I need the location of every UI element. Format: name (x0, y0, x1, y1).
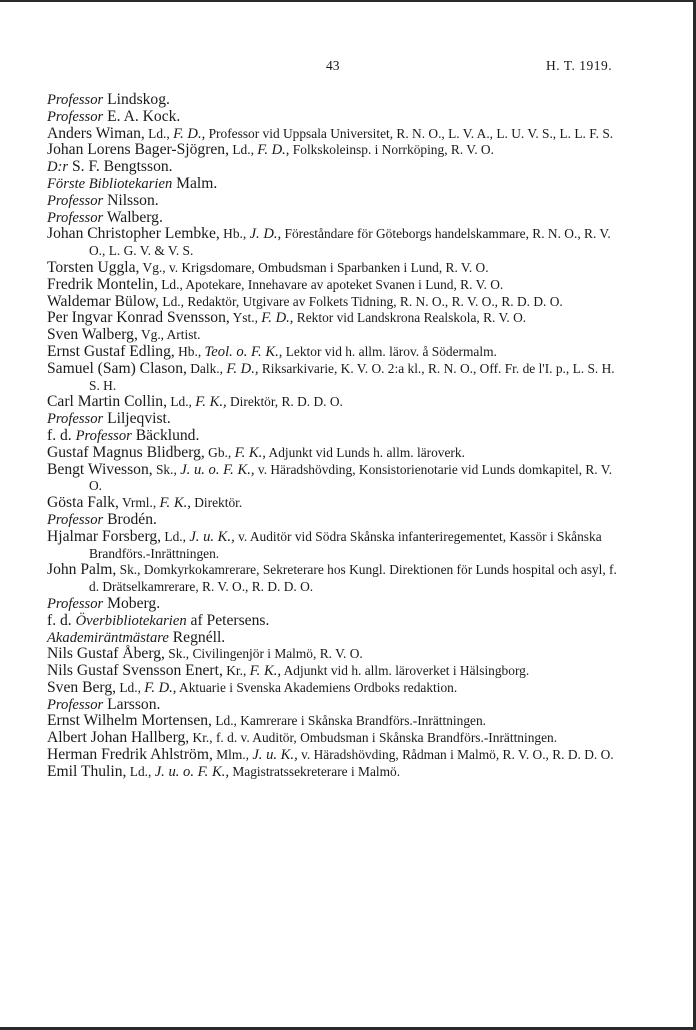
entry-name: Regnéll. (168, 628, 226, 646)
entry-name: f. d. (47, 611, 76, 629)
entry-detail: Sk., (152, 461, 181, 477)
entry-detail: Folkskoleinsp. i Norrköping, R. V. O. (289, 142, 494, 158)
list-item (47, 747, 627, 764)
entry-detail: Aktuarie i Svenska Akademiens Ordboks redaktion. (176, 679, 458, 695)
entry-italic-text: F. D., (257, 142, 290, 159)
entry-italic-text: Akademiräntmästare (47, 629, 169, 646)
entry-detail: Mlm., (212, 747, 253, 763)
entry-detail: Direktör. (190, 495, 243, 511)
entry-italic-text: J. u. o. F. K., (154, 763, 230, 780)
entry-name: Johan Christopher Lembke, (47, 225, 220, 243)
entry-detail: Ld., (229, 142, 258, 158)
entry-detail: Föreståndare för Göteborgs handelskammare, R. N. O., R. V. O., L. G. V. & V. S. (89, 226, 611, 259)
entry-italic-text: Professor (47, 411, 104, 428)
entry-detail: Sk., Civilingenjör i Malmö, R. V. O. (164, 646, 363, 662)
entry-italic-text: D:r (47, 159, 69, 176)
entry-detail: Ld., Redaktör, Utgivare av Folkets Tidning, R. N. O., R. V. O., R. D. D. O. (159, 293, 563, 309)
list-item (47, 226, 627, 260)
entry-detail: Hb., (219, 226, 250, 242)
entry-name: Ernst Wilhelm Mortensen, (47, 712, 212, 730)
list-item (47, 310, 627, 327)
entry-name: Nils Gustaf Åberg, (47, 645, 165, 663)
entry-italic-text: J. u. o. F. K., (180, 461, 255, 478)
page-edge-top (0, 0, 696, 2)
entry-name: Carl Martin Collin, (47, 393, 167, 411)
list-item (47, 495, 627, 512)
entry-name: Nils Gustaf Svensson Enert, (47, 662, 223, 680)
entry-detail: Ld., (144, 125, 174, 141)
entry-detail: Rektor vid Landskrona Realskola, R. V. O. (293, 310, 527, 326)
entry-name: Gustaf Magnus Blidberg, (47, 443, 205, 461)
entry-name: Gösta Falk, (47, 494, 119, 512)
entry-name: Walberg. (103, 208, 163, 226)
entry-detail: Adjunkt vid h. allm. läroverket i Hälsingborg. (281, 663, 530, 679)
entry-name: Emil Thulin, (47, 762, 127, 780)
entry-detail: Dalk., (186, 360, 227, 376)
entry-detail: Kr., (222, 663, 250, 679)
entry-detail: Ld., (166, 394, 196, 410)
entry-name: Bäcklund. (131, 426, 200, 444)
entry-detail: Ld., (161, 528, 190, 544)
list-item (47, 428, 627, 445)
entry-name: Lindskog. (103, 91, 170, 108)
entry-italic-text: J. u. K., (189, 528, 235, 545)
entry-name: Brodén. (103, 510, 157, 528)
entry-italic-text: Förste Bibliotekarien (47, 175, 173, 192)
list-item (47, 713, 627, 730)
entry-name: Waldemar Bülow, (47, 292, 160, 310)
list-item (47, 210, 627, 227)
entry-name: Per Ingvar Konrad Svensson, (47, 309, 230, 327)
entry-name: Fredrik Montelin, (47, 275, 158, 293)
entry-italic-text: Professor (47, 209, 104, 226)
entry-detail: Sk., Domkyrkokamrerare, Sekreterare hos Kungl. Direktionen för Lunds hospital och asyl, f. d. Drätselkamrerare, R. V. O., R. D. D. O. (89, 562, 617, 595)
entry-detail: Ld., (116, 679, 145, 695)
entry-detail: Adjunkt vid Lunds h. allm. läroverk. (265, 444, 465, 460)
entry-italic-text: F. K., (195, 394, 227, 411)
entry-name: Johan Lorens Bager-Sjögren, (47, 141, 230, 159)
entry-name: Samuel (Sam) Clason, (47, 359, 187, 377)
entry-detail: Gb., (204, 444, 235, 460)
entry-detail: Vg., Artist. (137, 327, 201, 343)
entry-name: S. F. Bengtsson. (68, 158, 173, 176)
page-number: 43 (326, 58, 340, 73)
list-item (47, 260, 627, 277)
entry-name: f. d. (47, 426, 76, 444)
entry-italic-text: J. D., (249, 226, 282, 243)
entry-detail: Kr., f. d. v. Auditör, Ombudsman i Skånska Brandförs.-Inrättningen. (189, 730, 558, 746)
entry-italic-text: F. D., (261, 310, 294, 327)
list-item (47, 596, 627, 613)
entry-detail: Professor vid Uppsala Universitet, R. N. O., L. V. A., L. U. V. S., L. L. F. S. (205, 125, 614, 141)
list-item (47, 361, 627, 395)
entry-detail: Ld., Apotekare, Innehavare av apoteket Svanen i Lund, R. V. O. (157, 276, 504, 292)
entry-italic-text: Teol. o. F. K., (204, 343, 283, 360)
entry-italic-text: J. u. K., (252, 747, 298, 764)
entry-name: Herman Fredrik Ahlström, (47, 746, 213, 764)
list-item (47, 562, 627, 596)
list-item (47, 411, 627, 428)
list-item (47, 646, 627, 663)
entry-name: Moberg. (103, 594, 161, 612)
entry-italic-text: Professor (47, 92, 104, 108)
list-item (47, 680, 627, 697)
entry-name: Liljeqvist. (103, 410, 171, 428)
entry-detail: Direktör, R. D. D. O. (226, 394, 343, 410)
list-item (47, 663, 627, 680)
entry-detail: v. Auditör vid Södra Skånska infanteriregementet, Kassör i Skånska Brandförs.-Inrättningen. (89, 528, 602, 561)
entry-italic-text: F. K., (159, 495, 191, 512)
list-item (47, 294, 627, 311)
entry-italic-text: Professor (47, 511, 104, 528)
list-item (47, 176, 627, 193)
entry-italic-text: F. D., (173, 125, 206, 142)
entry-name: Hjalmar Forsberg, (47, 527, 162, 545)
list-item (47, 193, 627, 210)
entry-name: John Palm, (47, 561, 117, 579)
entry-name: Albert Johan Hallberg, (47, 729, 190, 747)
list-item (47, 613, 627, 630)
page-header (0, 58, 696, 78)
entry-name: Larsson. (103, 695, 161, 713)
list-item (47, 445, 627, 462)
entry-detail: Riksarkivarie, K. V. O. 2:a kl., R. N. O., Off. Fr. de l'I. p., L. S. H. S. H. (89, 360, 615, 393)
entry-name: Nilsson. (103, 191, 159, 209)
entry-name: Malm. (172, 174, 218, 192)
entry-italic-text: Professor (47, 696, 104, 713)
list-item (47, 462, 627, 496)
list-item (47, 512, 627, 529)
entry-italic-text: F. K., (234, 444, 266, 461)
entry-italic-text: F. K., (249, 663, 282, 680)
entry-detail: Ld., (126, 763, 155, 779)
list-item (47, 697, 627, 714)
entry-name: Sven Berg, (47, 678, 117, 696)
entry-italic-text: Överbibliotekarien (75, 612, 187, 629)
list-item (47, 764, 627, 781)
entry-name: Ernst Gustaf Edling, (47, 342, 175, 360)
list-item (47, 529, 627, 563)
list-item (47, 394, 627, 411)
entry-detail: Magistratssekreterare i Malmö. (229, 763, 401, 779)
entry-italic-text: F. D., (226, 360, 259, 377)
list-item (47, 630, 627, 647)
entry-name: Torsten Uggla, (47, 258, 140, 276)
list-item (47, 109, 627, 126)
entry-italic-text: Professor (47, 192, 104, 209)
entry-name: af Petersens. (186, 611, 270, 629)
entry-name: Anders Wiman, (47, 124, 145, 142)
entry-name: Bengt Wivesson, (47, 460, 153, 478)
entry-italic-text: Professor (47, 108, 104, 125)
entry-italic-text: F. D., (144, 679, 177, 696)
entry-detail: Lektor vid h. allm. lärov. å Södermalm. (282, 343, 497, 359)
entry-detail: Yst., (229, 310, 262, 326)
list-item (47, 142, 627, 159)
entry-italic-text: Professor (47, 595, 104, 612)
member-list (47, 92, 627, 781)
list-item (47, 92, 627, 109)
list-item (47, 730, 627, 747)
entry-name: Sven Walberg, (47, 326, 138, 344)
entry-detail: v. Häradshövding, Rådman i Malmö, R. V. O., R. D. D. O. (297, 747, 614, 763)
entry-detail: Vg., v. Krigsdomare, Ombudsman i Sparbanken i Lund, R. V. O. (139, 259, 489, 275)
running-head: H. T. 1919. (546, 58, 613, 73)
list-item (47, 159, 627, 176)
list-item (47, 126, 627, 143)
list-item (47, 344, 627, 361)
entry-detail: Hb., (174, 343, 205, 359)
list-item (47, 277, 627, 294)
entry-italic-text: Professor (75, 427, 132, 444)
entry-detail: Vrml., (118, 495, 160, 511)
entry-detail: Ld., Kamrerare i Skånska Brandförs.-Inrättningen. (211, 713, 487, 729)
list-item (47, 327, 627, 344)
entry-detail: v. Häradshövding, Konsistorienotarie vid Lunds domkapitel, R. V. O. (89, 461, 613, 494)
entry-name: E. A. Kock. (103, 107, 181, 125)
